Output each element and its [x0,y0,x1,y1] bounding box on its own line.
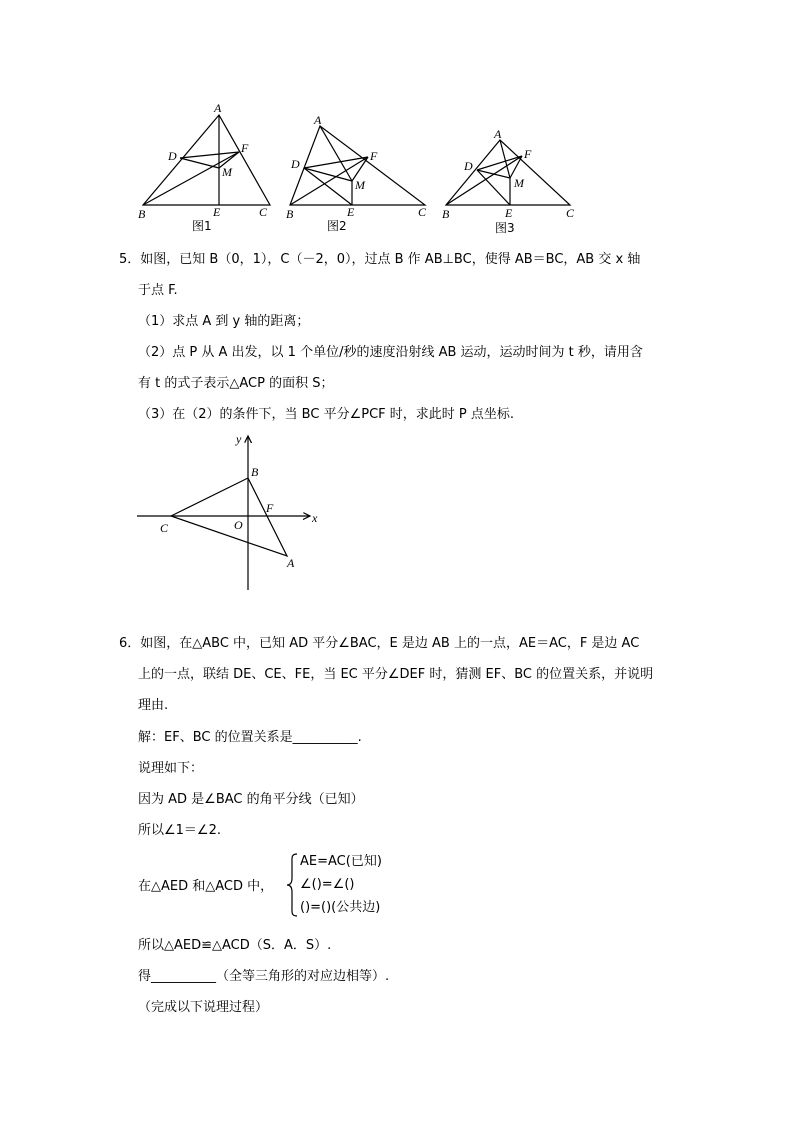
fig2-label-B: B [286,207,294,221]
q5-label-x: x [312,511,318,525]
fig3-caption: 图3 [495,221,515,235]
q5-line1: 5．如图，已知 B（0，1），C（－2，0），过点 B 作 AB⊥BC，使得 AB＝BC，AB 交 x 轴 [119,252,641,267]
fig2-label-A: A [314,113,322,127]
q6-complete: （完成以下说理过程） [138,1000,269,1015]
q6-brace-row2: ∠()=∠() [300,877,355,892]
fig1-label-F: F [241,141,249,155]
fig1-label-A: A [214,101,222,115]
q6-get: 得__________（全等三角形的对应边相等）. [138,969,390,984]
fig3-label-B: B [442,207,450,221]
q6-brace-row3: ()=()(公共边) [300,900,381,915]
q5-part1: （1）求点 A 到 y 轴的距离； [138,314,310,329]
q5-part2a: （2）点 P 从 A 出发，以 1 个单位/秒的速度沿射线 AB 运动，运动时间为 t 秒，请用含 [138,345,643,360]
fig2-caption: 图2 [327,219,347,233]
fig3-label-M: M [514,176,524,190]
fig1-label-C: C [259,205,268,219]
fig3-label-C: C [566,206,575,220]
fig2-label-E: E [347,205,355,219]
q6-line3: 理由. [138,698,169,713]
fig2-label-D: D [291,157,300,171]
top-figures [130,96,590,236]
q6-reason-intro: 说理如下： [138,761,204,776]
q6-in-triangles: 在△AED 和△ACD 中， [138,879,274,894]
q5-part3: （3）在（2）的条件下，当 BC 平分∠PCF 时，求此时 P 点坐标. [138,407,514,422]
q6-so-angles: 所以∠1＝∠2. [138,823,221,838]
q5-part2b: 有 t 的式子表示△ACP 的面积 S； [138,376,334,391]
fig2-label-C: C [418,205,427,219]
q6-line2: 上的一点，联结 DE、CE、FE，当 EC 平分∠DEF 时，猜测 EF、BC 的位置关系，并说明 [138,667,654,682]
q5-label-y: y [236,432,242,446]
fig3-label-A: A [494,127,502,141]
q6-because: 因为 AD 是∠BAC 的角平分线（已知） [138,792,364,807]
q5-label-C: C [160,521,169,535]
fig2-label-F: F [370,149,378,163]
q5-label-A: A [287,556,295,570]
q5-label-B: B [251,465,259,479]
fig1-label-E: E [213,205,221,219]
q5-line2: 于点 F. [138,283,178,298]
q6-brace-row1: AE=AC(已知) [300,854,382,869]
q6-congruent: 所以△AED≌△ACD（S．A．S）. [138,938,332,953]
q5-label-F: F [266,501,274,515]
fig3-label-E: E [505,206,513,220]
fig3-label-D: D [464,159,473,173]
q5-label-O: O [234,518,243,532]
fig1-caption: 图1 [192,219,212,233]
q5-coordinate-figure [130,428,330,598]
q6-brace [285,852,299,918]
fig2-label-M: M [355,178,365,192]
fig3-label-F: F [524,147,532,161]
q6-line1: 6．如图，在△ABC 中，已知 AD 平分∠BAC，E 是边 AB 上的一点，AE＝AC，F 是边 AC [119,636,640,651]
q6-answer: 解：EF、BC 的位置关系是__________. [138,730,362,745]
fig1-label-D: D [168,149,177,163]
fig1-label-B: B [138,207,146,221]
fig1-label-M: M [222,165,232,179]
